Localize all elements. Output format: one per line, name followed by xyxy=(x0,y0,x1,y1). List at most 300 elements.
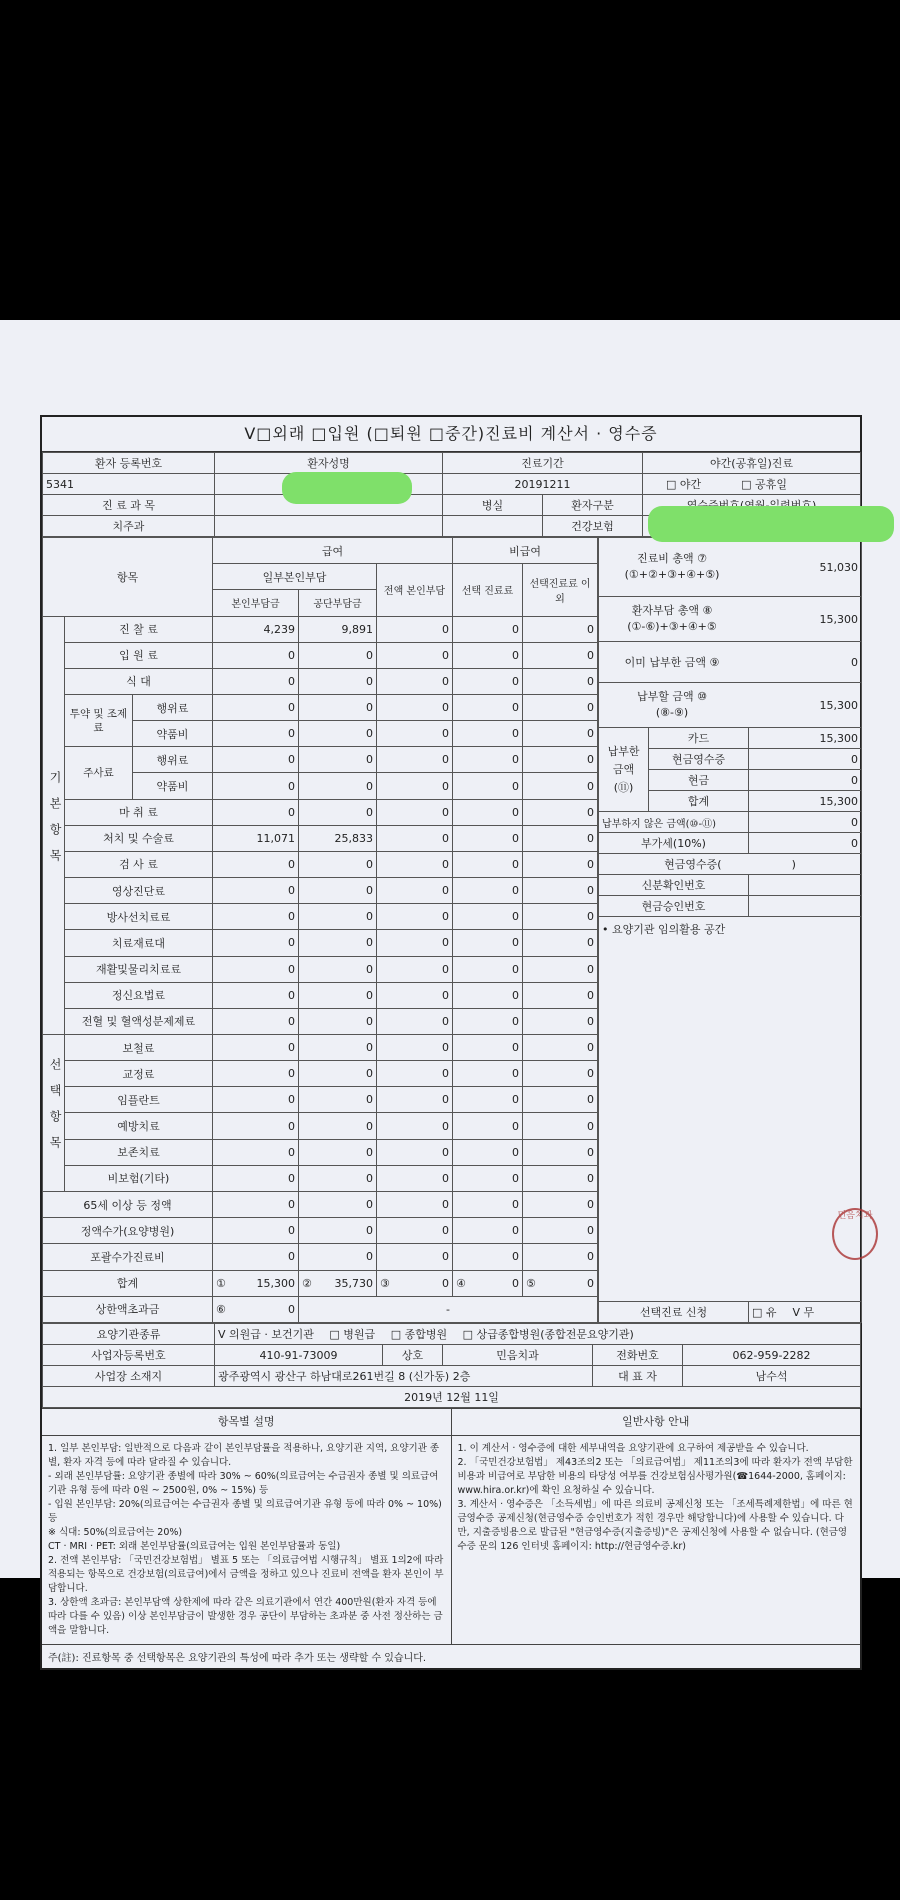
row-value: 0 xyxy=(523,825,598,851)
row-value: 0 xyxy=(523,747,598,773)
row-value: 0 xyxy=(523,1035,598,1061)
row-value: 0 xyxy=(213,747,299,773)
row-value: 0 xyxy=(377,825,453,851)
total-label: 진료비 총액 ⑦ xyxy=(637,552,707,565)
uninsured-header: 비급여 xyxy=(453,538,598,564)
row-value: 0 xyxy=(299,799,377,825)
row-label: 검 사 료 xyxy=(65,851,213,877)
row-value: 0 xyxy=(299,1165,377,1191)
row-value: 0 xyxy=(453,721,523,747)
approve-value xyxy=(749,896,862,917)
row-label: 방사선치료료 xyxy=(65,904,213,930)
notes-left-body xyxy=(48,1442,445,1638)
cash-receipt-value: 0 xyxy=(749,749,862,770)
row-value: 0 xyxy=(453,1165,523,1191)
medical-receipt xyxy=(40,415,862,1670)
over-limit-dash: - xyxy=(299,1296,598,1322)
row-value: 0 xyxy=(213,1165,299,1191)
row-label: 치료재료대 xyxy=(65,930,213,956)
row-value: 0 xyxy=(523,1061,598,1087)
row-label: 정신요법료 xyxy=(65,982,213,1008)
notes-left xyxy=(42,1409,452,1644)
blank-cell xyxy=(215,516,443,537)
row-value: 0 xyxy=(453,1191,523,1217)
row-value: 0 xyxy=(299,1008,377,1034)
ward-header: 병실 xyxy=(443,495,543,516)
ptype-header: 환자구분 xyxy=(543,495,643,516)
row-value: 0 xyxy=(213,1087,299,1113)
partial-header: 일부본인부담 xyxy=(213,564,377,590)
row-group-label: 투약 및 조제료 xyxy=(65,694,133,746)
row-value: 0 xyxy=(377,982,453,1008)
charge-row xyxy=(43,1191,598,1217)
cash-label: 현금 xyxy=(649,770,749,791)
row-value: 0 xyxy=(299,956,377,982)
row-value: 0 xyxy=(377,1113,453,1139)
row-value: 0 xyxy=(213,878,299,904)
select-other-header: 선택진료료 이외 xyxy=(523,564,598,616)
cash-receipt-info-close: ) xyxy=(791,858,796,871)
institution-table xyxy=(42,1323,861,1408)
sum-cell-5 xyxy=(523,1270,598,1296)
select-no-checkbox: V 무 xyxy=(792,1306,815,1319)
charge-row xyxy=(43,825,598,851)
patient-burden-formula: (①-⑥)+③+④+⑤ xyxy=(627,620,717,633)
charge-rows xyxy=(43,616,598,1270)
row-label: 포괄수가진료비 xyxy=(43,1244,213,1270)
id-value xyxy=(749,875,862,896)
cash-receipt-label: 현금영수증 xyxy=(649,749,749,770)
row-value: 0 xyxy=(523,1244,598,1270)
patient-no-header: 환자 등록번호 xyxy=(43,453,215,474)
name-value: 민음치과 xyxy=(443,1345,593,1366)
row-value: 0 xyxy=(453,694,523,720)
row-value: 0 xyxy=(299,1087,377,1113)
row-label: 진 찰 료 xyxy=(65,616,213,642)
row-value: 0 xyxy=(453,773,523,799)
sum-cell-2 xyxy=(299,1270,377,1296)
unpaid-value: 0 xyxy=(749,812,862,833)
row-value: 11,071 xyxy=(213,825,299,851)
insured-header: 급여 xyxy=(213,538,453,564)
row-value: 25,833 xyxy=(299,825,377,851)
row-value: 0 xyxy=(453,1061,523,1087)
due-value: 15,300 xyxy=(819,698,859,712)
patient-burden-cell xyxy=(599,597,862,642)
row-value: 0 xyxy=(377,1165,453,1191)
name-label: 상호 xyxy=(383,1345,443,1366)
row-value: 0 xyxy=(523,642,598,668)
ptype-value: 건강보험 xyxy=(543,516,643,537)
inst-type-label: 요양기관종류 xyxy=(43,1324,215,1345)
row-value: 0 xyxy=(377,1218,453,1244)
row-value: 0 xyxy=(523,1218,598,1244)
row-group-label: 주사료 xyxy=(65,747,133,799)
row-value: 0 xyxy=(377,694,453,720)
row-value: 0 xyxy=(523,1113,598,1139)
note-line: 1. 이 계산서 · 영수증에 대한 세부내역을 요양기관에 요구하여 제공받을 수 있습니다. xyxy=(457,1443,809,1454)
row-value: 0 xyxy=(377,878,453,904)
row-value: 0 xyxy=(299,904,377,930)
row-value: 0 xyxy=(377,642,453,668)
due-formula: (⑧-⑨) xyxy=(655,706,689,719)
row-label: 처치 및 수술료 xyxy=(65,825,213,851)
row-value: 0 xyxy=(299,1061,377,1087)
summary-table xyxy=(598,537,862,1323)
holiday-checkbox: □ 공휴일 xyxy=(741,478,787,491)
charge-row xyxy=(43,878,598,904)
notes-right xyxy=(452,1409,861,1644)
row-value: 0 xyxy=(213,721,299,747)
card-label: 카드 xyxy=(649,728,749,749)
sum-marker-4: ④ xyxy=(456,1276,466,1290)
charge-row xyxy=(43,956,598,982)
notes-section xyxy=(42,1408,860,1644)
row-label: 마 취 료 xyxy=(65,799,213,825)
row-value: 0 xyxy=(213,1113,299,1139)
paid-label: 이미 납부한 금액 ⑨ xyxy=(624,656,720,669)
notes-right-body xyxy=(458,1442,855,1554)
row-value: 0 xyxy=(523,1191,598,1217)
row-value: 0 xyxy=(299,1113,377,1139)
row-label: 입 원 료 xyxy=(65,642,213,668)
item-header: 항목 xyxy=(43,538,213,617)
row-label: 보철료 xyxy=(65,1035,213,1061)
payment-sum-value: 15,300 xyxy=(749,791,862,812)
row-value: 0 xyxy=(213,930,299,956)
charge-row xyxy=(43,982,598,1008)
row-value: 0 xyxy=(299,721,377,747)
row-value: 0 xyxy=(377,1191,453,1217)
total-value: 51,030 xyxy=(819,560,859,574)
row-value: 0 xyxy=(299,1244,377,1270)
row-value: 0 xyxy=(213,1008,299,1034)
receipt-paper xyxy=(0,320,900,1664)
free-space-label: • 요양기관 임의활용 공간 xyxy=(602,923,726,936)
row-sub-label: 약품비 xyxy=(133,773,213,799)
note-line: 2. 「국민건강보험법」 제43조의2 또는 「의료급여법」 제11조의3에 따라 환자가 전액 부담한 비용과 비급여로 부담한 비용의 타당성 여부를 건강보험심사평가원(☎1644-2000, 홈페이지: www.hira.or.kr)에 확인 요청하실 수 있습니다. xyxy=(457,1457,853,1496)
row-value: 0 xyxy=(213,1035,299,1061)
sum-value-2: 35,730 xyxy=(334,1276,373,1290)
row-value: 0 xyxy=(453,930,523,956)
sum-value-4: 0 xyxy=(512,1276,519,1290)
row-value: 4,239 xyxy=(213,616,299,642)
cash-receipt-info-label: 현금영수증( xyxy=(664,858,722,871)
row-value: 0 xyxy=(523,904,598,930)
total-formula: (①+②+③+④+⑤) xyxy=(624,568,720,581)
sum-row-label: 합계 xyxy=(43,1270,213,1296)
row-label: 전혈 및 혈액성분제제료 xyxy=(65,1008,213,1034)
row-value: 0 xyxy=(299,694,377,720)
row-value: 0 xyxy=(213,1244,299,1270)
row-value: 0 xyxy=(523,773,598,799)
rep-value: 남수석 xyxy=(683,1366,861,1387)
row-value: 0 xyxy=(523,668,598,694)
row-value: 0 xyxy=(299,773,377,799)
charge-row xyxy=(43,1008,598,1034)
row-value: 0 xyxy=(453,1139,523,1165)
row-value: 0 xyxy=(213,799,299,825)
rep-label: 대 표 자 xyxy=(593,1366,683,1387)
row-value: 0 xyxy=(377,721,453,747)
row-value: 0 xyxy=(377,1008,453,1034)
charge-row xyxy=(43,616,598,642)
vat-label: 부가세(10%) xyxy=(599,833,749,854)
row-value: 0 xyxy=(453,1035,523,1061)
payment-sum-label: 합계 xyxy=(649,791,749,812)
due-cell xyxy=(599,683,862,728)
row-value: 0 xyxy=(213,1191,299,1217)
charge-row xyxy=(43,904,598,930)
row-value: 0 xyxy=(453,799,523,825)
payment-label: 납부한 금액 xyxy=(607,744,640,776)
row-value: 0 xyxy=(523,694,598,720)
inst-type-options xyxy=(215,1324,861,1345)
select-request-label: 선택진료 신청 xyxy=(599,1302,749,1323)
charge-row xyxy=(43,799,598,825)
over-limit-label: 상한액초과금 xyxy=(43,1296,213,1322)
row-value: 0 xyxy=(523,799,598,825)
notes-left-title: 항목별 설명 xyxy=(42,1409,451,1436)
row-value: 0 xyxy=(523,1008,598,1034)
sum-cell-1 xyxy=(213,1270,299,1296)
row-label: 재활및물리치료료 xyxy=(65,956,213,982)
redaction-mark xyxy=(282,472,412,504)
tel-value: 062-959-2282 xyxy=(683,1345,861,1366)
seal-stamp: 민음치과 xyxy=(832,1208,878,1260)
night-header: 야간(공휴일)진료 xyxy=(643,453,861,474)
payment-num: (⑪) xyxy=(613,780,634,794)
row-value: 0 xyxy=(213,642,299,668)
row-label: 영상진단료 xyxy=(65,878,213,904)
row-value: 0 xyxy=(377,773,453,799)
row-value: 0 xyxy=(377,956,453,982)
sum-value-5: 0 xyxy=(587,1276,595,1290)
redaction-mark xyxy=(648,506,894,542)
sum-marker-2: ② xyxy=(302,1276,312,1290)
sum-marker-1: ① xyxy=(216,1276,226,1290)
charge-row xyxy=(43,1139,598,1165)
row-value: 0 xyxy=(299,1035,377,1061)
row-value: 0 xyxy=(453,1008,523,1034)
row-value: 0 xyxy=(453,668,523,694)
row-value: 9,891 xyxy=(299,616,377,642)
total-cell xyxy=(599,538,862,597)
issue-date: 2019년 12월 11일 xyxy=(43,1387,861,1408)
footnote: 주(註): 진료항목 중 선택항목은 요양기관의 특성에 따라 추가 또는 생략할 수 있습니다. xyxy=(42,1644,860,1668)
row-value: 0 xyxy=(299,747,377,773)
row-value: 0 xyxy=(377,1244,453,1270)
charge-row xyxy=(43,668,598,694)
row-value: 0 xyxy=(453,956,523,982)
charge-row xyxy=(43,1061,598,1087)
receipt-title: V□외래 □입원 (□퇴원 □중간)진료비 계산서 · 영수증 xyxy=(42,417,860,452)
inst-type-clinic: V 의원급 · 보건기관 xyxy=(218,1328,314,1341)
note-line: - 입원 본인부담: 20%(의료급여는 수급권자 종별 및 의료급여기관 유형 등에 따라 0% ~ 10%) 등 xyxy=(48,1499,442,1524)
row-sub-label: 약품비 xyxy=(133,721,213,747)
period-header: 진료기간 xyxy=(443,453,643,474)
row-value: 0 xyxy=(453,825,523,851)
tel-label: 전화번호 xyxy=(593,1345,683,1366)
addr-value: 광주광역시 광산구 하남대로261번길 8 (신가동) 2층 xyxy=(215,1366,593,1387)
patient-no: 5341 xyxy=(43,474,215,495)
dept-header: 진 료 과 목 xyxy=(43,495,215,516)
row-value: 0 xyxy=(299,1218,377,1244)
charge-row xyxy=(43,1035,598,1061)
row-value: 0 xyxy=(377,930,453,956)
row-value: 0 xyxy=(523,851,598,877)
row-value: 0 xyxy=(377,799,453,825)
select-request-options xyxy=(749,1302,862,1323)
row-value: 0 xyxy=(299,851,377,877)
id-label: 신분확인번호 xyxy=(599,875,749,896)
paid-cell xyxy=(599,642,862,683)
row-label: 정액수가(요양병원) xyxy=(43,1218,213,1244)
note-line: 2. 전액 본인부담: 「국민건강보험법」 별표 5 또는 「의료급여법 시행규칙」 별표 1의2에 따라 적용되는 항목으로 건강보험(의료급여)에서 금액을 정하고 있으나 진료비 전액을 환자 본인이 부담합니다. xyxy=(48,1555,444,1594)
row-label: 교정료 xyxy=(65,1061,213,1087)
row-value: 0 xyxy=(523,878,598,904)
row-value: 0 xyxy=(299,1139,377,1165)
unpaid-label: 납부하지 않은 금액(⑩-⑪) xyxy=(599,812,749,833)
night-checkbox: □ 야간 xyxy=(666,478,702,491)
note-line: 1. 일부 본인부담: 일반적으로 다음과 같이 본인부담률을 적용하나, 요양기관 지역, 요양기관 종별, 환자 자격 등에 따라 달라질 수 있습니다. xyxy=(48,1443,440,1468)
row-label: 임플란트 xyxy=(65,1087,213,1113)
row-value: 0 xyxy=(377,1087,453,1113)
row-label: 65세 이상 등 정액 xyxy=(43,1191,213,1217)
dept-value: 치주과 xyxy=(43,516,215,537)
note-line: 3. 계산서 · 영수증은 「소득세법」에 따른 의료비 공제신청 또는 「조세특례제한법」에 따른 현금영수증 공제신청(현금영수증 승인번호가 적힌 경우만 해당합니다)에 사용할 수 있습니다. 다만, 지출증빙용으로 발급된 "현금영수증(지출증빙)"은 공제신청에 사용할 수 없습니다. (현금영수증 문의 126 인터넷 홈페이지: http://현금영수증.kr) xyxy=(457,1499,853,1552)
row-value: 0 xyxy=(453,1244,523,1270)
row-value: 0 xyxy=(523,1139,598,1165)
free-space xyxy=(599,917,862,1302)
side-select: 선택항목 xyxy=(43,1035,65,1192)
biz-no-value: 410-91-73009 xyxy=(215,1345,383,1366)
row-value: 0 xyxy=(213,904,299,930)
over-limit-marker: ⑥ xyxy=(216,1302,226,1316)
row-value: 0 xyxy=(377,904,453,930)
sum-marker-5: ⑤ xyxy=(526,1276,536,1290)
charges-table xyxy=(42,537,598,1323)
charge-row xyxy=(43,851,598,877)
row-value: 0 xyxy=(453,878,523,904)
due-label: 납부할 금액 ⑩ xyxy=(637,690,707,703)
inst-type-general: □ 종합병원 xyxy=(390,1328,448,1341)
select-yes-checkbox: □ 유 xyxy=(752,1306,777,1319)
row-value: 0 xyxy=(523,956,598,982)
row-label: 식 대 xyxy=(65,668,213,694)
inst-type-hospital: □ 병원급 xyxy=(329,1328,376,1341)
full-self-header: 전액 본인부담 xyxy=(377,564,453,616)
patient-burden-label: 환자부담 총액 ⑧ xyxy=(631,604,713,617)
row-value: 0 xyxy=(377,1035,453,1061)
inst-type-tertiary: □ 상급종합병원(종합전문요양기관) xyxy=(462,1328,634,1341)
ward-value xyxy=(443,516,543,537)
row-value: 0 xyxy=(299,878,377,904)
row-value: 0 xyxy=(453,1113,523,1139)
row-value: 0 xyxy=(213,1218,299,1244)
sum-value-1: 15,300 xyxy=(256,1276,295,1290)
charge-row xyxy=(43,642,598,668)
row-sub-label: 행위료 xyxy=(133,747,213,773)
payment-label-cell xyxy=(599,728,649,812)
over-limit-cell xyxy=(213,1296,299,1322)
row-value: 0 xyxy=(453,982,523,1008)
row-value: 0 xyxy=(377,747,453,773)
row-value: 0 xyxy=(453,747,523,773)
period-value: 20191211 xyxy=(443,474,643,495)
row-value: 0 xyxy=(377,668,453,694)
sum-marker-3: ③ xyxy=(380,1276,390,1290)
row-value: 0 xyxy=(453,1087,523,1113)
vat-value: 0 xyxy=(749,833,862,854)
charge-row xyxy=(43,747,598,773)
charge-row xyxy=(43,694,598,720)
note-line: ※ 식대: 50%(의료급여는 20%) xyxy=(48,1527,183,1538)
row-sub-label: 행위료 xyxy=(133,694,213,720)
notes-right-title: 일반사항 안내 xyxy=(452,1409,861,1436)
row-value: 0 xyxy=(299,982,377,1008)
paid-value: 0 xyxy=(851,655,859,669)
charge-row xyxy=(43,1244,598,1270)
row-value: 0 xyxy=(213,668,299,694)
row-value: 0 xyxy=(213,773,299,799)
note-line: 3. 상한액 초과금: 본인부담액 상한제에 따라 같은 의료기관에서 연간 400만원(환자 자격 등에 따라 다를 수 있음) 이상 본인부담금이 발생한 경우 공단이 부담하는 초과분 중 사전 정산하는 금액을 말합니다. xyxy=(48,1597,443,1636)
approve-label: 현금승인번호 xyxy=(599,896,749,917)
addr-label: 사업장 소재지 xyxy=(43,1366,215,1387)
charge-row xyxy=(43,1087,598,1113)
row-value: 0 xyxy=(523,616,598,642)
patient-burden-value: 15,300 xyxy=(819,612,859,626)
row-value: 0 xyxy=(299,642,377,668)
row-value: 0 xyxy=(213,1139,299,1165)
row-label: 비보험(기타) xyxy=(65,1165,213,1191)
sum-value-3: 0 xyxy=(442,1276,449,1290)
row-value: 0 xyxy=(299,930,377,956)
row-value: 0 xyxy=(213,982,299,1008)
row-value: 0 xyxy=(453,851,523,877)
row-value: 0 xyxy=(213,694,299,720)
row-value: 0 xyxy=(213,1061,299,1087)
row-value: 0 xyxy=(299,1191,377,1217)
row-value: 0 xyxy=(523,1087,598,1113)
charge-row xyxy=(43,1113,598,1139)
row-label: 보존치료 xyxy=(65,1139,213,1165)
row-value: 0 xyxy=(377,1139,453,1165)
row-value: 0 xyxy=(453,904,523,930)
public-header: 공단부담금 xyxy=(299,590,377,616)
row-value: 0 xyxy=(453,616,523,642)
row-value: 0 xyxy=(213,851,299,877)
row-value: 0 xyxy=(523,982,598,1008)
self-header: 본인부담금 xyxy=(213,590,299,616)
over-limit-value: 0 xyxy=(288,1302,295,1316)
patient-name-header: 환자성명 xyxy=(215,453,443,474)
note-line: CT · MRI · PET: 외래 본인부담률(의료급여는 입원 본인부담률과 동일) xyxy=(48,1541,341,1552)
select-header: 선택 진료료 xyxy=(453,564,523,616)
card-value: 15,300 xyxy=(749,728,862,749)
row-value: 0 xyxy=(299,668,377,694)
row-value: 0 xyxy=(523,930,598,956)
row-label: 예방치료 xyxy=(65,1113,213,1139)
row-value: 0 xyxy=(377,851,453,877)
sum-cell-3 xyxy=(377,1270,453,1296)
row-value: 0 xyxy=(523,1165,598,1191)
row-value: 0 xyxy=(213,956,299,982)
sum-cell-4 xyxy=(453,1270,523,1296)
row-value: 0 xyxy=(377,1061,453,1087)
charge-row xyxy=(43,1165,598,1191)
cash-receipt-info xyxy=(599,854,862,875)
